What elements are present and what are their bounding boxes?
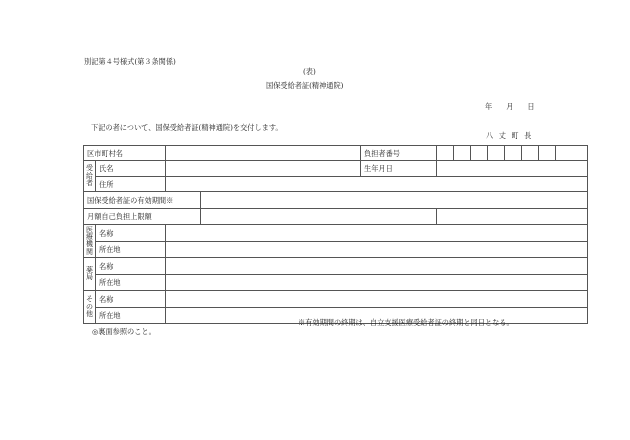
recipient-group-label: 受給者	[84, 161, 96, 192]
validity-value[interactable]	[201, 192, 588, 209]
row-pharmacy-name	[84, 258, 588, 275]
name-label: 氏名	[96, 161, 166, 177]
row-medical-name	[84, 225, 588, 242]
pharmacy-name-label: 名称	[96, 258, 166, 275]
burden-number-box-7[interactable]	[539, 146, 556, 161]
row-medical-address	[84, 241, 588, 258]
burden-number-box-8[interactable]	[556, 146, 588, 161]
burden-number-box-1[interactable]	[437, 146, 454, 161]
pharmacy-name-value[interactable]	[166, 258, 588, 275]
address-value[interactable]	[166, 176, 588, 192]
burden-number-box-5[interactable]	[505, 146, 522, 161]
issuance-statement: 下記の者について、国保受給者証(精神通院)を交付します。	[91, 123, 283, 132]
medical-name-label: 名称	[96, 225, 166, 242]
other-name-label: 名称	[96, 291, 166, 308]
issuer-name: 八丈町長	[486, 131, 537, 140]
pharmacy-address-label: 所在地	[96, 274, 166, 291]
address-label: 住所	[96, 176, 166, 192]
row-municipality	[84, 146, 588, 161]
validity-label: 国保受給者証の有効期間※	[84, 192, 201, 209]
row-pharmacy-address	[84, 274, 588, 291]
monthly-limit-extra[interactable]	[437, 209, 588, 225]
birth-value[interactable]	[437, 161, 588, 177]
medical-address-label: 所在地	[96, 241, 166, 258]
other-address-label: 所在地	[96, 307, 166, 324]
other-name-value[interactable]	[166, 291, 588, 308]
pharmacy-group-label: 薬局	[84, 258, 96, 291]
row-recipient-name	[84, 161, 588, 177]
row-validity	[84, 192, 588, 209]
name-value[interactable]	[166, 161, 361, 177]
expiry-note: ※有効期間の終期は、自立支援医療受給者証の終期と同日となる。	[298, 318, 514, 327]
birth-label: 生年月日	[361, 161, 437, 177]
monthly-limit-label: 月額自己負担上限額	[84, 209, 201, 225]
date-month-label: 月	[506, 102, 514, 111]
row-other-name	[84, 291, 588, 308]
pharmacy-address-value[interactable]	[166, 274, 588, 291]
document-title: 国保受給者証(精神通院)	[266, 81, 344, 90]
municipality-label: 区市町村名	[84, 146, 166, 161]
burden-number-box-4[interactable]	[488, 146, 505, 161]
issue-date	[485, 102, 535, 112]
front-side-mark: (表)	[303, 67, 316, 76]
medical-group-label: 医療機関	[84, 225, 96, 258]
certificate-table	[83, 145, 588, 324]
municipality-value[interactable]	[166, 146, 361, 161]
reference-note: ◎裏面参照のこと。	[92, 327, 156, 336]
date-day-label: 日	[527, 102, 535, 111]
burden-number-label: 負担者番号	[361, 146, 437, 161]
date-year-label: 年	[485, 102, 493, 111]
medical-address-value[interactable]	[166, 241, 588, 258]
burden-number-box-6[interactable]	[522, 146, 539, 161]
medical-name-value[interactable]	[166, 225, 588, 242]
monthly-limit-value[interactable]	[201, 209, 437, 225]
other-group-label: その他	[84, 291, 96, 324]
row-recipient-address	[84, 176, 588, 192]
row-monthly-limit	[84, 209, 588, 225]
form-number: 別記第４号様式(第３条関係)	[84, 57, 176, 66]
burden-number-box-2[interactable]	[454, 146, 471, 161]
burden-number-box-3[interactable]	[471, 146, 488, 161]
